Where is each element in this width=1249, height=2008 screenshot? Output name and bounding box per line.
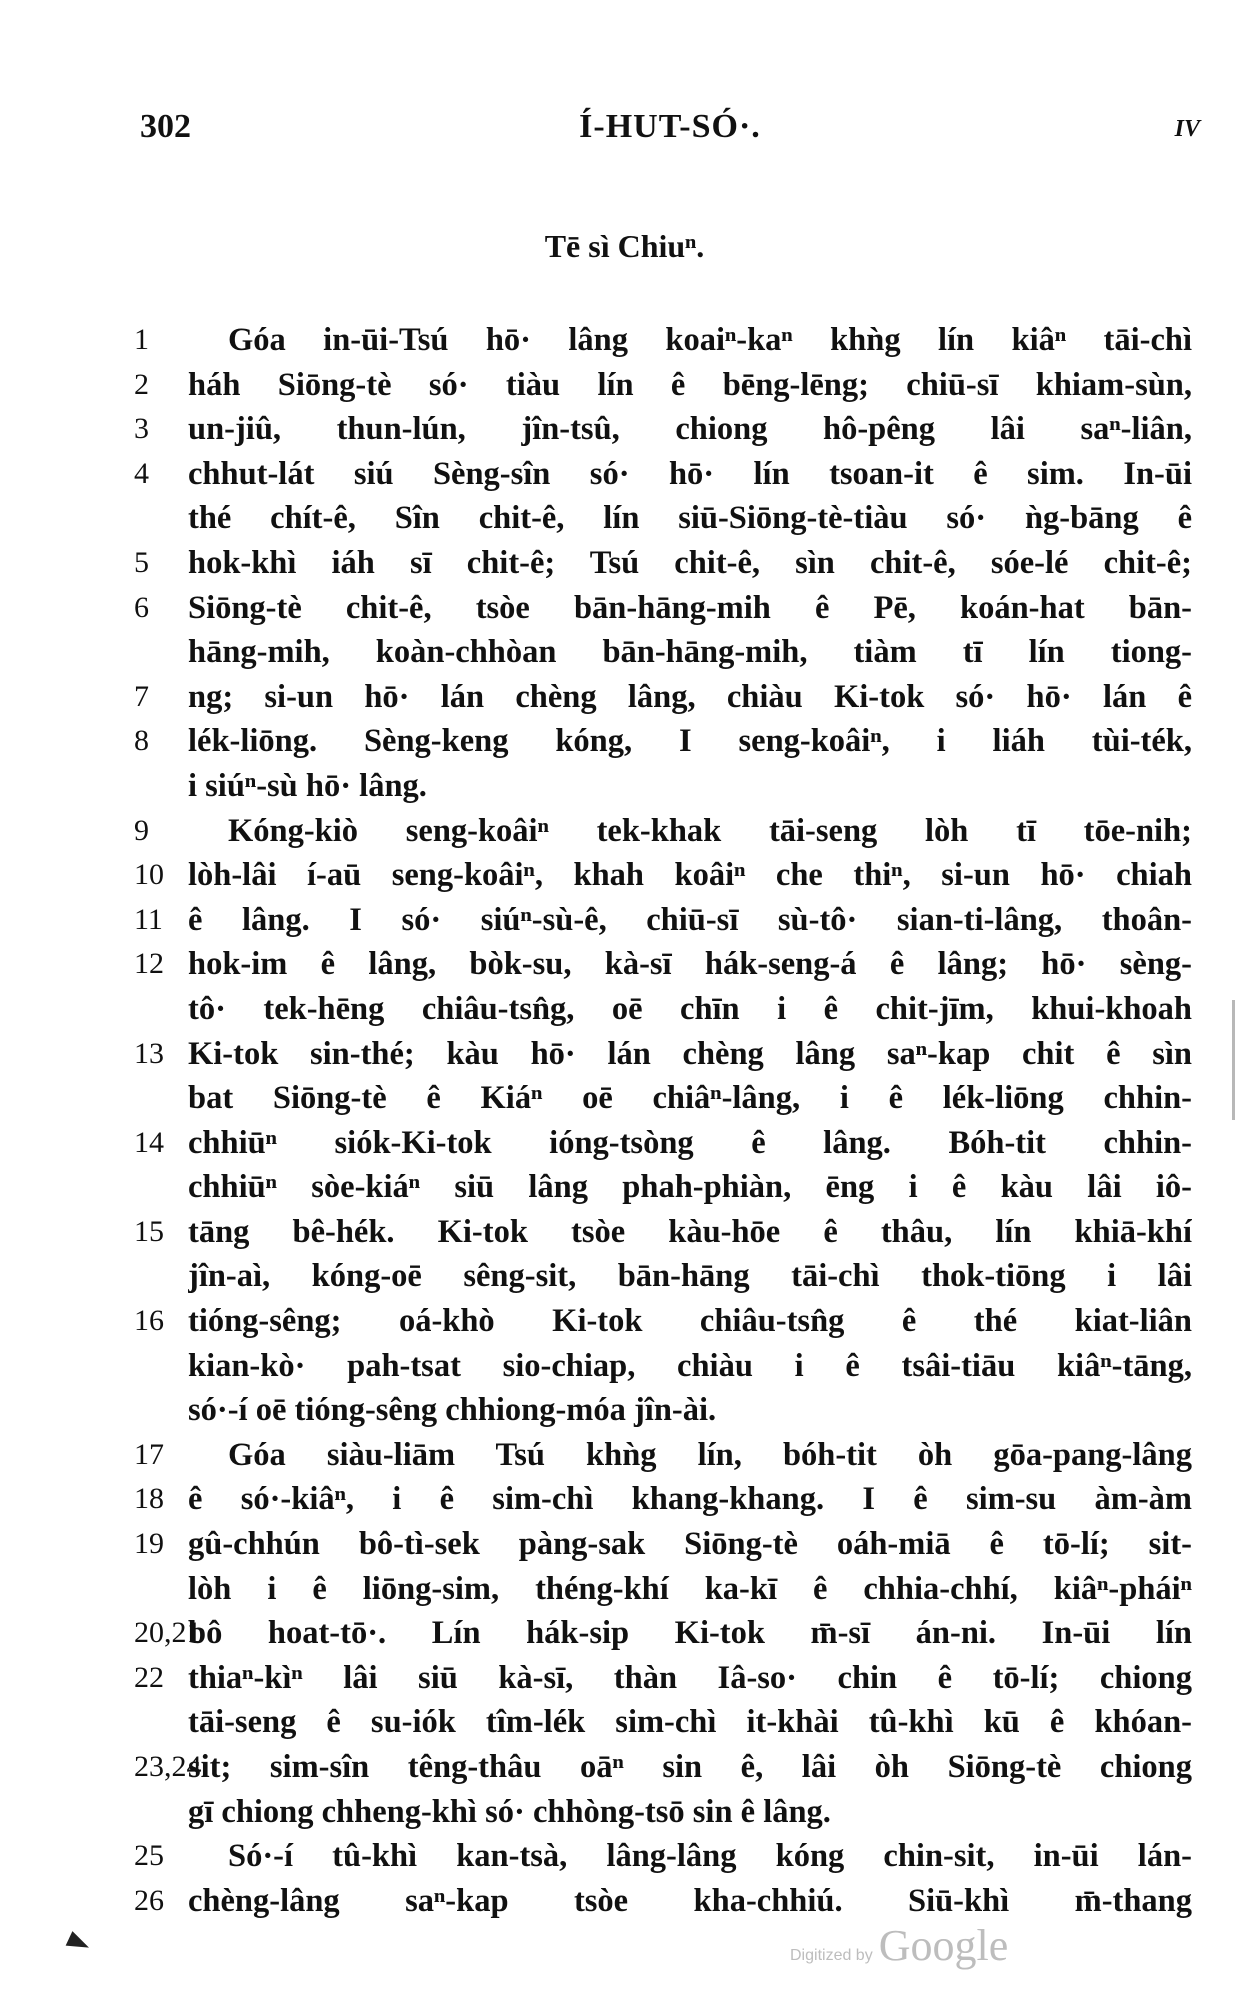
text-line xyxy=(0,1165,1249,1210)
text-line xyxy=(0,1254,1249,1299)
text-line xyxy=(0,1522,1249,1567)
text-line xyxy=(0,452,1249,497)
verse-number: 25 xyxy=(134,1839,164,1873)
line-text: chèng-lâng saⁿ-kap tsòe kha-chhiú. Siū-khì m̄-thang xyxy=(188,1882,1192,1919)
text-line xyxy=(0,407,1249,452)
line-text: Só·-í tû-khì kan-tsà, lâng-lâng kóng chin-sit, in-ūi lán- xyxy=(228,1838,1192,1875)
text-line xyxy=(0,1344,1249,1389)
line-text: lék-liōng. Sèng-keng kóng, I seng-koâiⁿ, i liáh tùi-ték, xyxy=(188,723,1192,760)
section-mark: IV xyxy=(1174,116,1200,142)
pointer-mark-icon xyxy=(66,1931,93,1955)
line-text: sit; sim-sîn têng-thâu oāⁿ sin ê, lâi òh Siōng-tè chiong xyxy=(188,1749,1192,1785)
line-text: chhiūⁿ sòe-kiáⁿ siū lâng phah-phiàn, ēng i ê kàu lâi iô- xyxy=(188,1169,1192,1206)
verse-number: 11 xyxy=(134,902,163,936)
text-line xyxy=(0,898,1249,943)
text-line xyxy=(0,1879,1249,1924)
line-text: lòh i ê liōng-sim, théng-khí ka-kī ê chhia-chhí, kiâⁿ-pháiⁿ xyxy=(188,1570,1192,1607)
line-text: jîn-aì, kóng-oē sêng-sit, bān-hāng tāi-chì thok-tiōng i lâi xyxy=(188,1258,1192,1295)
line-text: tô· tek-hēng chiâu-tsn̂g, oē chīn i ê chit-jīm, khui-khoah xyxy=(188,990,1192,1027)
line-text: só·-í oē tióng-sêng chhiong-móa jîn-ài. xyxy=(188,1392,717,1429)
line-text: gī chiong chheng-khì só· chhòng-tsō sin ê lâng. xyxy=(188,1793,831,1830)
page-number: 302 xyxy=(140,108,191,145)
text-line xyxy=(0,1299,1249,1344)
line-text: hāng-mih, koàn-chhòan bān-hāng-mih, tiàm tī lín tiong- xyxy=(188,634,1192,671)
text-line xyxy=(0,675,1249,720)
line-text: bô hoat-tō·. Lín hák-sip Ki-tok m̄-sī án-ni. In-ūi lín xyxy=(188,1615,1192,1652)
line-text: chhut-lát siú Sèng-sîn só· hō· lín tsoan-it ê sim. In-ūi xyxy=(188,455,1192,492)
watermark-prefix: Digitized by xyxy=(790,1947,873,1964)
digitized-watermark xyxy=(790,1920,1008,1971)
verse-number: 6 xyxy=(134,590,149,624)
line-text: Góa siàu-liām Tsú khǹg lín, bóh-tit òh gōa-pang-lâng xyxy=(228,1436,1192,1473)
line-text: ê só·-kiâⁿ, i ê sim-chì khang-khang. I ê sim-su àm-àm xyxy=(188,1481,1192,1518)
verse-number: 4 xyxy=(134,456,149,490)
line-text: i siúⁿ-sù hō· lâng. xyxy=(188,767,427,804)
verse-number: 3 xyxy=(134,412,149,446)
text-line xyxy=(0,1210,1249,1255)
margin-rule xyxy=(1232,1000,1235,1120)
text-line xyxy=(0,1611,1249,1656)
verse-number: 14 xyxy=(134,1125,164,1159)
running-title: Í-HUT-SÓ·. xyxy=(579,108,761,145)
text-line xyxy=(0,630,1249,675)
text-line xyxy=(0,1121,1249,1166)
verse-number: 8 xyxy=(134,724,149,758)
line-text: Siōng-tè chit-ê, tsòe bān-hāng-mih ê Pē, koán-hat bān- xyxy=(188,589,1192,626)
verse-number: 1 xyxy=(134,323,149,356)
line-text: thé chít-ê, Sîn chit-ê, lín siū-Siōng-tè-tiàu só· ǹg-bāng ê xyxy=(188,500,1192,537)
verse-number: 10 xyxy=(134,858,164,892)
verse-number: 23,24 xyxy=(134,1750,202,1783)
line-text: tāi-seng ê su-iók tîm-lék sim-chì it-khài tû-khì kū ê khóan- xyxy=(188,1704,1192,1741)
line-text: hok-khì iáh sī chit-ê; Tsú chit-ê, sìn chit-ê, sóe-lé chit-ê; xyxy=(188,544,1192,581)
verse-number: 7 xyxy=(134,679,149,713)
text-line xyxy=(0,1076,1249,1121)
text-line xyxy=(0,1433,1249,1478)
line-text: ng; si-un hō· lán chèng lâng, chiàu Ki-tok só· hō· lán ê xyxy=(188,678,1192,715)
line-text: Góa in-ūi-Tsú hō· lâng koaiⁿ-kaⁿ khǹg lín kiâⁿ tāi-chì xyxy=(228,322,1192,358)
verse-number: 18 xyxy=(134,1482,164,1516)
verse-number: 12 xyxy=(134,947,164,981)
verse-number: 9 xyxy=(134,813,149,847)
text-line xyxy=(0,541,1249,586)
line-text: bat Siōng-tè ê Kiáⁿ oē chiâⁿ-lâng, i ê lék-liōng chhin- xyxy=(188,1080,1192,1117)
text-line xyxy=(0,496,1249,541)
verse-number: 26 xyxy=(134,1883,164,1917)
line-text: Kóng-kiò seng-koâiⁿ tek-khak tāi-seng lòh tī tōe-nih; xyxy=(228,812,1192,849)
text-line xyxy=(0,1700,1249,1745)
text-line xyxy=(0,318,1249,363)
text-line xyxy=(0,809,1249,854)
text-line xyxy=(0,1745,1249,1790)
text-line xyxy=(0,1388,1249,1433)
line-text: lòh-lâi í-aū seng-koâiⁿ, khah koâiⁿ che thiⁿ, si-un hō· chiah xyxy=(188,857,1192,894)
page-header xyxy=(140,108,1200,158)
verse-number: 5 xyxy=(134,545,149,579)
section-title: Tē sì Chiuⁿ. xyxy=(544,228,705,264)
line-text: Ki-tok sin-thé; kàu hō· lán chèng lâng saⁿ-kap chit ê sìn xyxy=(188,1035,1192,1072)
line-text: tāng bê-hék. Ki-tok tsòe kàu-hōe ê thâu, lín khiā-khí xyxy=(188,1213,1192,1250)
line-text: hok-im ê lâng, bòk-su, kà-sī hák-seng-á ê lâng; hō· sèng- xyxy=(188,946,1192,983)
watermark-brand: Google xyxy=(878,1921,1009,1970)
text-line xyxy=(0,1567,1249,1612)
line-text: ê lâng. I só· siúⁿ-sù-ê, chiū-sī sù-tô· sian-ti-lâng, thoân- xyxy=(188,901,1192,938)
text-line xyxy=(0,1834,1249,1879)
text-line xyxy=(0,1656,1249,1701)
body-text xyxy=(0,318,1249,1923)
verse-number: 19 xyxy=(134,1527,164,1561)
line-text: un-jiû, thun-lún, jîn-tsû, chiong hô-pêng lâi saⁿ-liân, xyxy=(188,411,1192,448)
verse-number: 15 xyxy=(134,1214,164,1248)
text-line xyxy=(0,1477,1249,1522)
verse-number: 13 xyxy=(134,1036,164,1070)
text-line xyxy=(0,764,1249,809)
text-line xyxy=(0,1790,1249,1835)
text-line xyxy=(0,363,1249,408)
verse-number: 17 xyxy=(134,1437,164,1471)
text-line xyxy=(0,586,1249,631)
line-text: gû-chhún bô-tì-sek pàng-sak Siōng-tè oáh-miā ê tō-lí; sit- xyxy=(188,1526,1192,1563)
verse-number: 16 xyxy=(134,1304,164,1338)
text-line xyxy=(0,853,1249,898)
line-text: tióng-sêng; oá-khò Ki-tok chiâu-tsn̂g ê thé kiat-liân xyxy=(188,1303,1192,1340)
verse-number: 22 xyxy=(134,1660,164,1694)
line-text: háh Siōng-tè só· tiàu lín ê bēng-lēng; chiū-sī khiam-sùn, xyxy=(188,366,1192,403)
text-line xyxy=(0,1032,1249,1077)
text-line xyxy=(0,719,1249,764)
line-text: thiaⁿ-kìⁿ lâi siū kà-sī, thàn Iâ-so· chin ê tō-lí; chiong xyxy=(188,1659,1192,1696)
line-text: chhiūⁿ siók-Ki-tok ióng-tsòng ê lâng. Bóh-tit chhin- xyxy=(188,1124,1192,1161)
text-line xyxy=(0,987,1249,1032)
verse-number: 20,21 xyxy=(134,1616,202,1650)
text-line xyxy=(0,942,1249,987)
verse-number: 2 xyxy=(134,367,149,401)
line-text: kian-kò· pah-tsat sio-chiap, chiàu i ê tsâi-tiāu kiâⁿ-tāng, xyxy=(188,1347,1192,1384)
